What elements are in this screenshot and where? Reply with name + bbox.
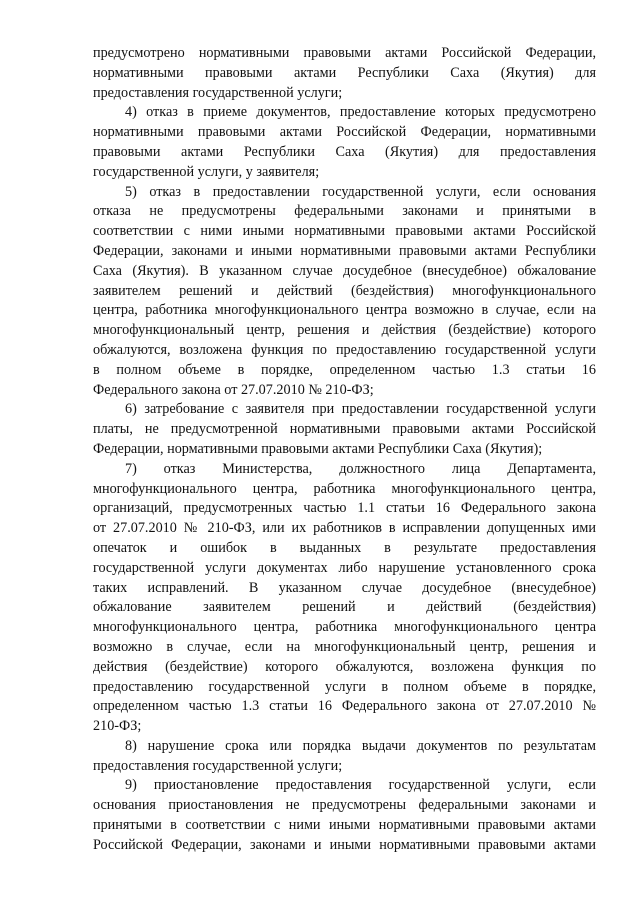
text-line: возможно в случае, если на многофункциональный центр, решения и (93, 638, 596, 655)
text-line: обжалуются, возложена функция по предоставлению государственной услуги (93, 341, 596, 358)
text-line: обжалование заявителем решений и действий (бездействия) (93, 599, 596, 616)
text-line: организаций, предусмотренных частью 1.1 статьи 16 Федерального закона (93, 500, 596, 517)
text-line: опечаток и ошибок в выданных в результате предоставления (93, 539, 596, 556)
text-line: предусмотрено нормативными правовыми актами Российской Федерации, (93, 45, 596, 61)
text-line: Российской Федерации, законами и иными нормативными правовыми актами (93, 836, 596, 853)
text-line: платы, не предусмотренной нормативными правовыми актами Российской (93, 421, 596, 438)
text-line: определенном частью 1.3 статьи 16 Федерального закона от 27.07.2010 № (93, 698, 596, 715)
text-line: многофункционального центра, работника многофункционального центра, (93, 480, 596, 497)
text-line: отказа не предусмотрены федеральными законами и принятыми в (93, 203, 596, 220)
text-line: 210-ФЗ; (93, 718, 142, 735)
text-line: правовыми актами Республики Саха (Якутия) для предоставления (93, 143, 596, 160)
text-line: государственной услуги документах либо нарушение установленного срока (93, 559, 596, 576)
text-line: предоставления государственной услуги; (93, 757, 343, 774)
text-line: от 27.07.2010 № 210-ФЗ, или их работников в исправлении допущенных ими (93, 520, 596, 537)
text-line: в полном объеме в порядке, определенном частью 1.3 статьи 16 (93, 361, 596, 378)
text-line: таких исправлений. В указанном случае досудебное (внесудебное) (93, 579, 596, 596)
paragraph-start-line: 5) отказ в предоставлении государственной услуги, если основания (125, 183, 596, 200)
paragraph-start-line: 6) затребование с заявителя при предоставлении государственной услуги (125, 401, 596, 418)
paragraph-start-line: 4) отказ в приеме документов, предоставление которых предусмотрено (125, 104, 596, 121)
text-line: центра, работника многофункционального центра возможно в случае, если на (93, 302, 596, 319)
text-line: действия (бездействие) которого обжалуются, возложена функция по (93, 658, 596, 675)
text-line: многофункциональный центр, решения и действия (бездействие) которого (93, 322, 596, 339)
text-line: предоставлению государственной услуги в полном объеме в порядке, (93, 678, 596, 695)
text-line: принятыми в соответствии с ними иными нормативными правовыми актами (93, 817, 596, 834)
text-line: соответствии с ними иными нормативными правовыми актами Российской (93, 223, 596, 240)
text-line: Федерации, законами и иными нормативными правовыми актами Республики (93, 242, 596, 259)
text-line: многофункционального центра, работника многофункционального центра (93, 619, 596, 636)
text-line: Федерации, нормативными правовыми актами Республики Саха (Якутия); (93, 440, 543, 457)
text-line: основания приостановления не предусмотрены федеральными законами и (93, 797, 596, 814)
paragraph-start-line: 9) приостановление предоставления государственной услуги, если (125, 777, 596, 794)
text-line: государственной услуги, у заявителя; (93, 163, 320, 180)
text-line: заявителем решений и действий (бездействия) многофункционального (93, 282, 596, 299)
text-line: Саха (Якутия). В указанном случае досудебное (внесудебное) обжалование (93, 262, 596, 279)
document-body (93, 44, 596, 856)
paragraph-start-line: 7) отказ Министерства, должностного лица Департамента, (125, 460, 596, 477)
text-line: нормативными правовыми актами Республики Саха (Якутия) для (93, 64, 596, 81)
paragraph-start-line: 8) нарушение срока или порядка выдачи документов по результатам (125, 737, 596, 754)
text-line: нормативными правовыми актами Российской Федерации, нормативными (93, 124, 596, 141)
text-line: Федерального закона от 27.07.2010 № 210-ФЗ; (93, 381, 374, 398)
text-line: предоставления государственной услуги; (93, 84, 343, 101)
